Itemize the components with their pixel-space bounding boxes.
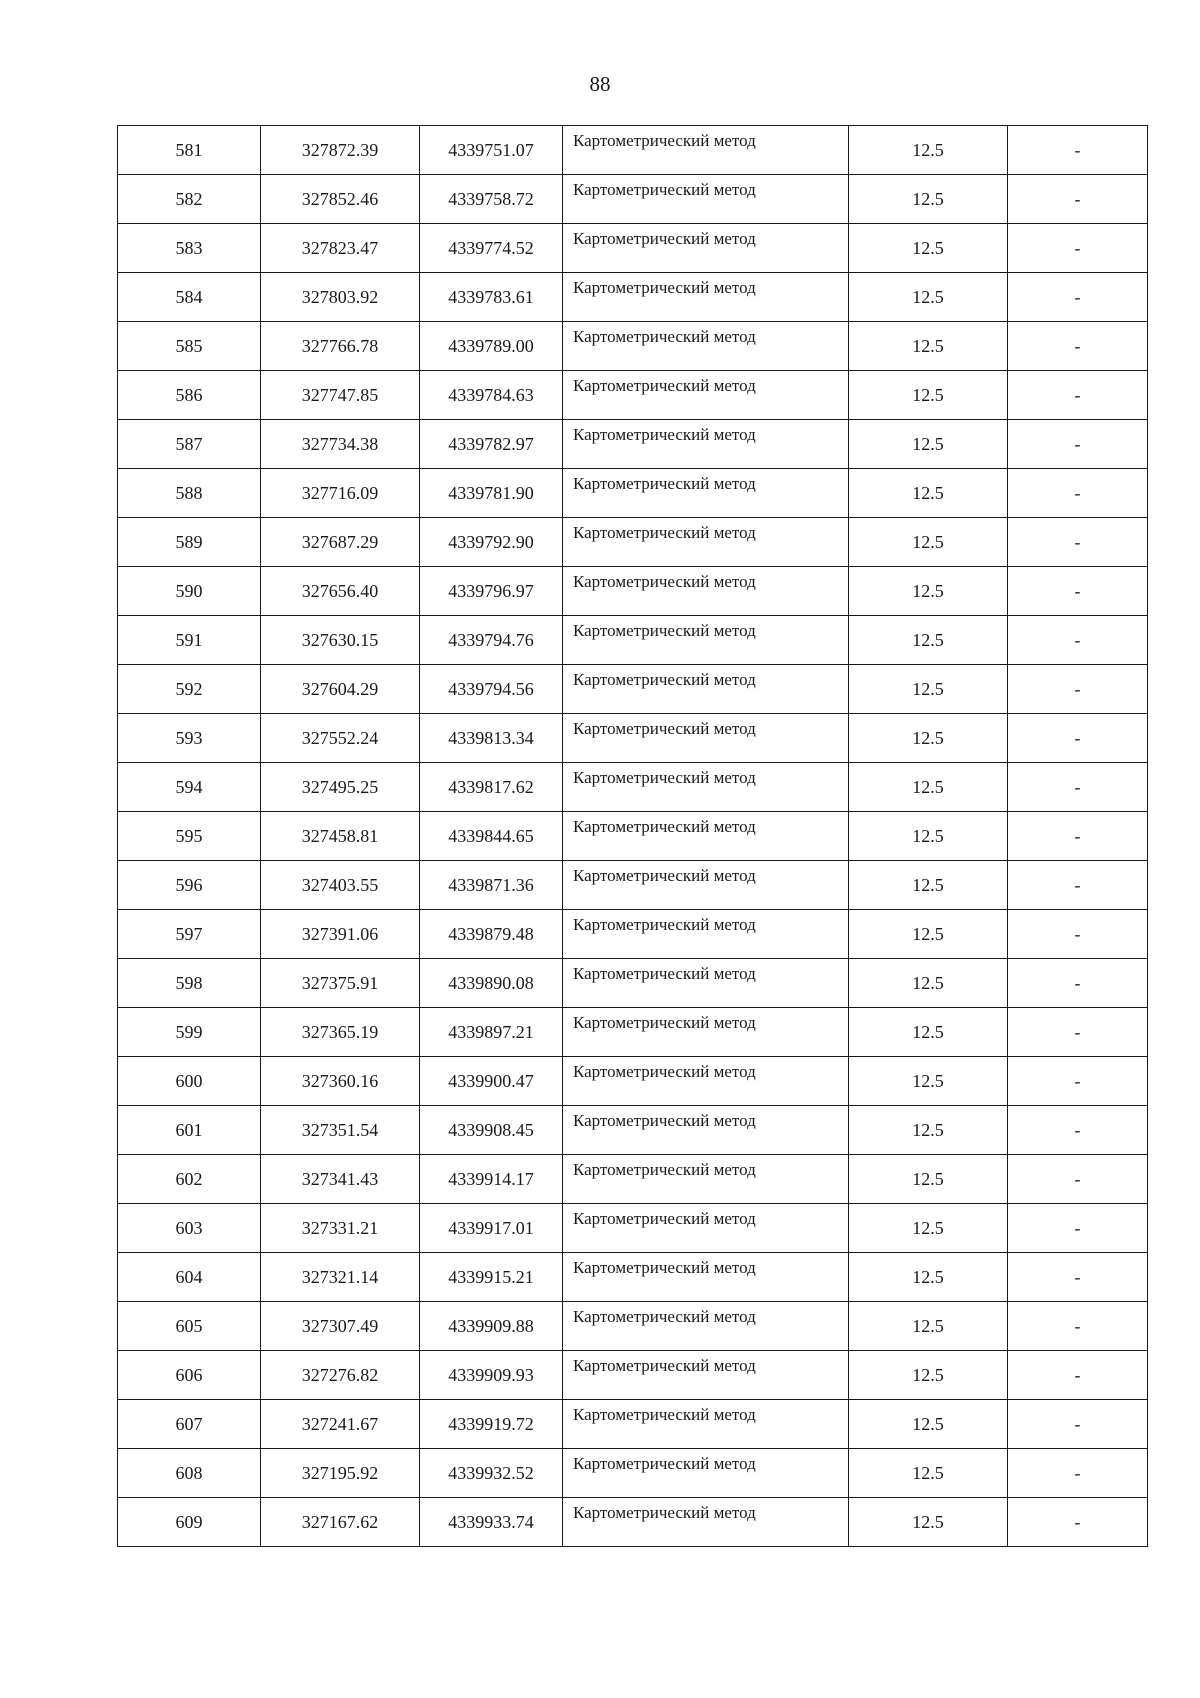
- accuracy-cell: 12.5: [849, 1008, 1008, 1057]
- table-row: [118, 1204, 1148, 1253]
- x-coordinate-cell: 327734.38: [261, 420, 420, 469]
- y-coordinate-cell: 4339794.76: [420, 616, 563, 665]
- note-cell: -: [1008, 469, 1148, 518]
- method-cell: Картометрический метод: [563, 861, 849, 910]
- point-number-cell: 608: [118, 1449, 261, 1498]
- table-row: [118, 1057, 1148, 1106]
- x-coordinate-cell: 327747.85: [261, 371, 420, 420]
- table-row: [118, 1302, 1148, 1351]
- method-cell: Картометрический метод: [563, 665, 849, 714]
- y-coordinate-cell: 4339789.00: [420, 322, 563, 371]
- accuracy-cell: 12.5: [849, 518, 1008, 567]
- note-cell: -: [1008, 567, 1148, 616]
- note-cell: -: [1008, 175, 1148, 224]
- table-row: [118, 1106, 1148, 1155]
- x-coordinate-cell: 327803.92: [261, 273, 420, 322]
- x-coordinate-cell: 327341.43: [261, 1155, 420, 1204]
- x-coordinate-cell: 327331.21: [261, 1204, 420, 1253]
- method-cell: Картометрический метод: [563, 812, 849, 861]
- point-number-cell: 601: [118, 1106, 261, 1155]
- table-row: [118, 567, 1148, 616]
- table-row: [118, 616, 1148, 665]
- method-cell: Картометрический метод: [563, 910, 849, 959]
- table-row: [118, 1400, 1148, 1449]
- x-coordinate-cell: 327630.15: [261, 616, 420, 665]
- y-coordinate-cell: 4339933.74: [420, 1498, 563, 1547]
- x-coordinate-cell: 327365.19: [261, 1008, 420, 1057]
- note-cell: -: [1008, 420, 1148, 469]
- point-number-cell: 599: [118, 1008, 261, 1057]
- accuracy-cell: 12.5: [849, 763, 1008, 812]
- accuracy-cell: 12.5: [849, 1204, 1008, 1253]
- y-coordinate-cell: 4339915.21: [420, 1253, 563, 1302]
- method-cell: Картометрический метод: [563, 567, 849, 616]
- method-cell: Картометрический метод: [563, 1449, 849, 1498]
- note-cell: -: [1008, 1351, 1148, 1400]
- method-cell: Картометрический метод: [563, 1400, 849, 1449]
- x-coordinate-cell: 327403.55: [261, 861, 420, 910]
- y-coordinate-cell: 4339914.17: [420, 1155, 563, 1204]
- y-coordinate-cell: 4339781.90: [420, 469, 563, 518]
- x-coordinate-cell: 327195.92: [261, 1449, 420, 1498]
- method-cell: Картометрический метод: [563, 616, 849, 665]
- method-cell: Картометрический метод: [563, 1106, 849, 1155]
- point-number-cell: 596: [118, 861, 261, 910]
- point-number-cell: 587: [118, 420, 261, 469]
- method-cell: Картометрический метод: [563, 224, 849, 273]
- note-cell: -: [1008, 910, 1148, 959]
- x-coordinate-cell: 327604.29: [261, 665, 420, 714]
- method-cell: Картометрический метод: [563, 322, 849, 371]
- table-row: [118, 959, 1148, 1008]
- method-cell: Картометрический метод: [563, 1302, 849, 1351]
- point-number-cell: 594: [118, 763, 261, 812]
- accuracy-cell: 12.5: [849, 665, 1008, 714]
- accuracy-cell: 12.5: [849, 1351, 1008, 1400]
- table-row: [118, 175, 1148, 224]
- x-coordinate-cell: 327766.78: [261, 322, 420, 371]
- point-number-cell: 584: [118, 273, 261, 322]
- x-coordinate-cell: 327167.62: [261, 1498, 420, 1547]
- method-cell: Картометрический метод: [563, 469, 849, 518]
- y-coordinate-cell: 4339794.56: [420, 665, 563, 714]
- note-cell: -: [1008, 1449, 1148, 1498]
- accuracy-cell: 12.5: [849, 420, 1008, 469]
- note-cell: -: [1008, 1253, 1148, 1302]
- note-cell: -: [1008, 322, 1148, 371]
- point-number-cell: 585: [118, 322, 261, 371]
- accuracy-cell: 12.5: [849, 322, 1008, 371]
- accuracy-cell: 12.5: [849, 1449, 1008, 1498]
- note-cell: -: [1008, 1400, 1148, 1449]
- x-coordinate-cell: 327495.25: [261, 763, 420, 812]
- point-number-cell: 591: [118, 616, 261, 665]
- method-cell: Картометрический метод: [563, 763, 849, 812]
- point-number-cell: 590: [118, 567, 261, 616]
- y-coordinate-cell: 4339900.47: [420, 1057, 563, 1106]
- y-coordinate-cell: 4339879.48: [420, 910, 563, 959]
- point-number-cell: 605: [118, 1302, 261, 1351]
- note-cell: -: [1008, 812, 1148, 861]
- note-cell: -: [1008, 763, 1148, 812]
- table-row: [118, 126, 1148, 175]
- note-cell: -: [1008, 224, 1148, 273]
- accuracy-cell: 12.5: [849, 714, 1008, 763]
- method-cell: Картометрический метод: [563, 1498, 849, 1547]
- note-cell: -: [1008, 371, 1148, 420]
- accuracy-cell: 12.5: [849, 861, 1008, 910]
- point-number-cell: 583: [118, 224, 261, 273]
- x-coordinate-cell: 327391.06: [261, 910, 420, 959]
- x-coordinate-cell: 327351.54: [261, 1106, 420, 1155]
- point-number-cell: 582: [118, 175, 261, 224]
- y-coordinate-cell: 4339783.61: [420, 273, 563, 322]
- table-row: [118, 420, 1148, 469]
- x-coordinate-cell: 327458.81: [261, 812, 420, 861]
- note-cell: -: [1008, 273, 1148, 322]
- table-row: [118, 812, 1148, 861]
- accuracy-cell: 12.5: [849, 1155, 1008, 1204]
- note-cell: -: [1008, 861, 1148, 910]
- x-coordinate-cell: 327823.47: [261, 224, 420, 273]
- table-row: [118, 910, 1148, 959]
- point-number-cell: 607: [118, 1400, 261, 1449]
- method-cell: Картометрический метод: [563, 1351, 849, 1400]
- y-coordinate-cell: 4339796.97: [420, 567, 563, 616]
- x-coordinate-cell: 327552.24: [261, 714, 420, 763]
- note-cell: -: [1008, 665, 1148, 714]
- accuracy-cell: 12.5: [849, 910, 1008, 959]
- table-row: [118, 861, 1148, 910]
- point-number-cell: 603: [118, 1204, 261, 1253]
- table-row: [118, 469, 1148, 518]
- accuracy-cell: 12.5: [849, 273, 1008, 322]
- y-coordinate-cell: 4339909.93: [420, 1351, 563, 1400]
- y-coordinate-cell: 4339909.88: [420, 1302, 563, 1351]
- table-row: [118, 273, 1148, 322]
- note-cell: -: [1008, 126, 1148, 175]
- method-cell: Картометрический метод: [563, 1008, 849, 1057]
- table-row: [118, 1008, 1148, 1057]
- note-cell: -: [1008, 1155, 1148, 1204]
- x-coordinate-cell: 327872.39: [261, 126, 420, 175]
- x-coordinate-cell: 327687.29: [261, 518, 420, 567]
- accuracy-cell: 12.5: [849, 1400, 1008, 1449]
- method-cell: Картометрический метод: [563, 1057, 849, 1106]
- accuracy-cell: 12.5: [849, 1253, 1008, 1302]
- method-cell: Картометрический метод: [563, 371, 849, 420]
- table-row: [118, 1253, 1148, 1302]
- table-row: [118, 371, 1148, 420]
- y-coordinate-cell: 4339784.63: [420, 371, 563, 420]
- method-cell: Картометрический метод: [563, 518, 849, 567]
- y-coordinate-cell: 4339917.01: [420, 1204, 563, 1253]
- method-cell: Картометрический метод: [563, 959, 849, 1008]
- note-cell: -: [1008, 1204, 1148, 1253]
- table-row: [118, 1449, 1148, 1498]
- y-coordinate-cell: 4339782.97: [420, 420, 563, 469]
- method-cell: Картометрический метод: [563, 420, 849, 469]
- note-cell: -: [1008, 1302, 1148, 1351]
- note-cell: -: [1008, 1498, 1148, 1547]
- method-cell: Картометрический метод: [563, 175, 849, 224]
- note-cell: -: [1008, 616, 1148, 665]
- point-number-cell: 595: [118, 812, 261, 861]
- accuracy-cell: 12.5: [849, 812, 1008, 861]
- accuracy-cell: 12.5: [849, 616, 1008, 665]
- table-row: [118, 1351, 1148, 1400]
- point-number-cell: 602: [118, 1155, 261, 1204]
- coordinates-table: [117, 125, 1148, 1547]
- y-coordinate-cell: 4339758.72: [420, 175, 563, 224]
- point-number-cell: 600: [118, 1057, 261, 1106]
- table-row: [118, 224, 1148, 273]
- point-number-cell: 589: [118, 518, 261, 567]
- method-cell: Картометрический метод: [563, 714, 849, 763]
- table-row: [118, 714, 1148, 763]
- y-coordinate-cell: 4339890.08: [420, 959, 563, 1008]
- y-coordinate-cell: 4339817.62: [420, 763, 563, 812]
- accuracy-cell: 12.5: [849, 175, 1008, 224]
- accuracy-cell: 12.5: [849, 1057, 1008, 1106]
- method-cell: Картометрический метод: [563, 1253, 849, 1302]
- point-number-cell: 609: [118, 1498, 261, 1547]
- y-coordinate-cell: 4339919.72: [420, 1400, 563, 1449]
- note-cell: -: [1008, 1008, 1148, 1057]
- method-cell: Картометрический метод: [563, 273, 849, 322]
- y-coordinate-cell: 4339751.07: [420, 126, 563, 175]
- note-cell: -: [1008, 518, 1148, 567]
- note-cell: -: [1008, 714, 1148, 763]
- x-coordinate-cell: 327241.67: [261, 1400, 420, 1449]
- table-row: [118, 518, 1148, 567]
- note-cell: -: [1008, 1106, 1148, 1155]
- accuracy-cell: 12.5: [849, 371, 1008, 420]
- x-coordinate-cell: 327307.49: [261, 1302, 420, 1351]
- point-number-cell: 597: [118, 910, 261, 959]
- y-coordinate-cell: 4339897.21: [420, 1008, 563, 1057]
- accuracy-cell: 12.5: [849, 1106, 1008, 1155]
- x-coordinate-cell: 327716.09: [261, 469, 420, 518]
- accuracy-cell: 12.5: [849, 1302, 1008, 1351]
- point-number-cell: 604: [118, 1253, 261, 1302]
- point-number-cell: 592: [118, 665, 261, 714]
- x-coordinate-cell: 327852.46: [261, 175, 420, 224]
- table-row: [118, 1155, 1148, 1204]
- table-row: [118, 1498, 1148, 1547]
- table-row: [118, 665, 1148, 714]
- y-coordinate-cell: 4339932.52: [420, 1449, 563, 1498]
- point-number-cell: 606: [118, 1351, 261, 1400]
- y-coordinate-cell: 4339774.52: [420, 224, 563, 273]
- method-cell: Картометрический метод: [563, 1155, 849, 1204]
- y-coordinate-cell: 4339844.65: [420, 812, 563, 861]
- point-number-cell: 581: [118, 126, 261, 175]
- accuracy-cell: 12.5: [849, 567, 1008, 616]
- method-cell: Картометрический метод: [563, 1204, 849, 1253]
- note-cell: -: [1008, 1057, 1148, 1106]
- y-coordinate-cell: 4339871.36: [420, 861, 563, 910]
- y-coordinate-cell: 4339792.90: [420, 518, 563, 567]
- coordinates-table-body: [118, 126, 1148, 1547]
- accuracy-cell: 12.5: [849, 959, 1008, 1008]
- page-number: 88: [589, 72, 611, 96]
- point-number-cell: 593: [118, 714, 261, 763]
- x-coordinate-cell: 327360.16: [261, 1057, 420, 1106]
- point-number-cell: 598: [118, 959, 261, 1008]
- y-coordinate-cell: 4339813.34: [420, 714, 563, 763]
- point-number-cell: 588: [118, 469, 261, 518]
- y-coordinate-cell: 4339908.45: [420, 1106, 563, 1155]
- x-coordinate-cell: 327656.40: [261, 567, 420, 616]
- table-row: [118, 322, 1148, 371]
- accuracy-cell: 12.5: [849, 1498, 1008, 1547]
- accuracy-cell: 12.5: [849, 224, 1008, 273]
- accuracy-cell: 12.5: [849, 469, 1008, 518]
- accuracy-cell: 12.5: [849, 126, 1008, 175]
- note-cell: -: [1008, 959, 1148, 1008]
- x-coordinate-cell: 327276.82: [261, 1351, 420, 1400]
- table-row: [118, 763, 1148, 812]
- x-coordinate-cell: 327321.14: [261, 1253, 420, 1302]
- point-number-cell: 586: [118, 371, 261, 420]
- method-cell: Картометрический метод: [563, 126, 849, 175]
- x-coordinate-cell: 327375.91: [261, 959, 420, 1008]
